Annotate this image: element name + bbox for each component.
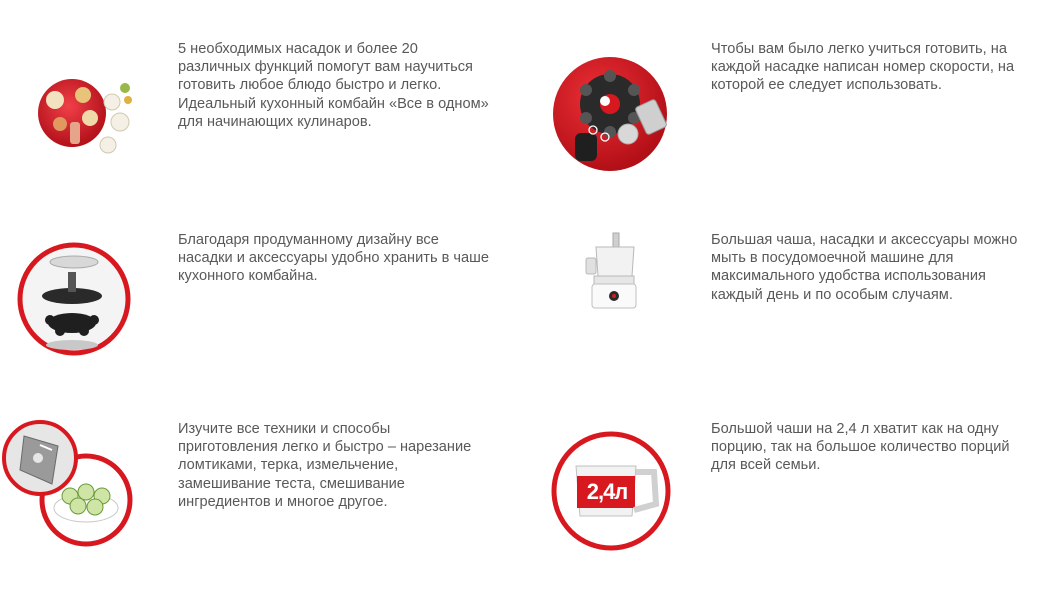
feature-text: Изучите все техники и способы приготовления легко и быстро – нарезание ломтиками, терка, измельчение, замешивание теста, смешивание ингредиентов и многое другое. — [178, 421, 472, 510]
attachments-dishes-icon — [0, 0, 170, 190]
feature-text: Чтобы вам было легко учиться готовить, на каждой насадке написан номер скорости, на которой ее следует использовать. — [711, 41, 1015, 94]
speed-numbers-icon — [530, 0, 700, 190]
feature-attachments — [0, 0, 520, 190]
feature-text: Большой чаши на 2,4 л хватит как на одну порцию, так на большое количество порций для всей семьи. — [711, 421, 1010, 474]
feature-capacity — [530, 400, 1050, 590]
storage-bowl-icon — [0, 200, 170, 390]
feature-storage — [0, 200, 520, 390]
feature-techniques — [0, 400, 520, 590]
capacity-badge: 2,4л — [586, 479, 628, 504]
feature-dishwasher — [530, 200, 1050, 390]
feature-speed-labels — [530, 0, 1050, 190]
food-processor-icon — [530, 200, 700, 390]
bowl-capacity-icon — [530, 400, 700, 590]
slicing-disc-icon — [0, 400, 170, 590]
feature-text: Большая чаша, насадки и аксессуары можно мыть в посудомоечной машине для максимального удобства использования каждый день и по особым случаям. — [711, 232, 1018, 303]
feature-text: 5 необходимых насадок и более 20 различных функций помогут вам научиться готовить любое блюдо быстро и легко. Идеальный кухонный комбайн «Все в одном» для начинающих кулинаров. — [178, 41, 489, 130]
feature-text: Благодаря продуманному дизайну все насадки и аксессуары удобно хранить в чаше кухонного комбайна. — [178, 232, 489, 285]
